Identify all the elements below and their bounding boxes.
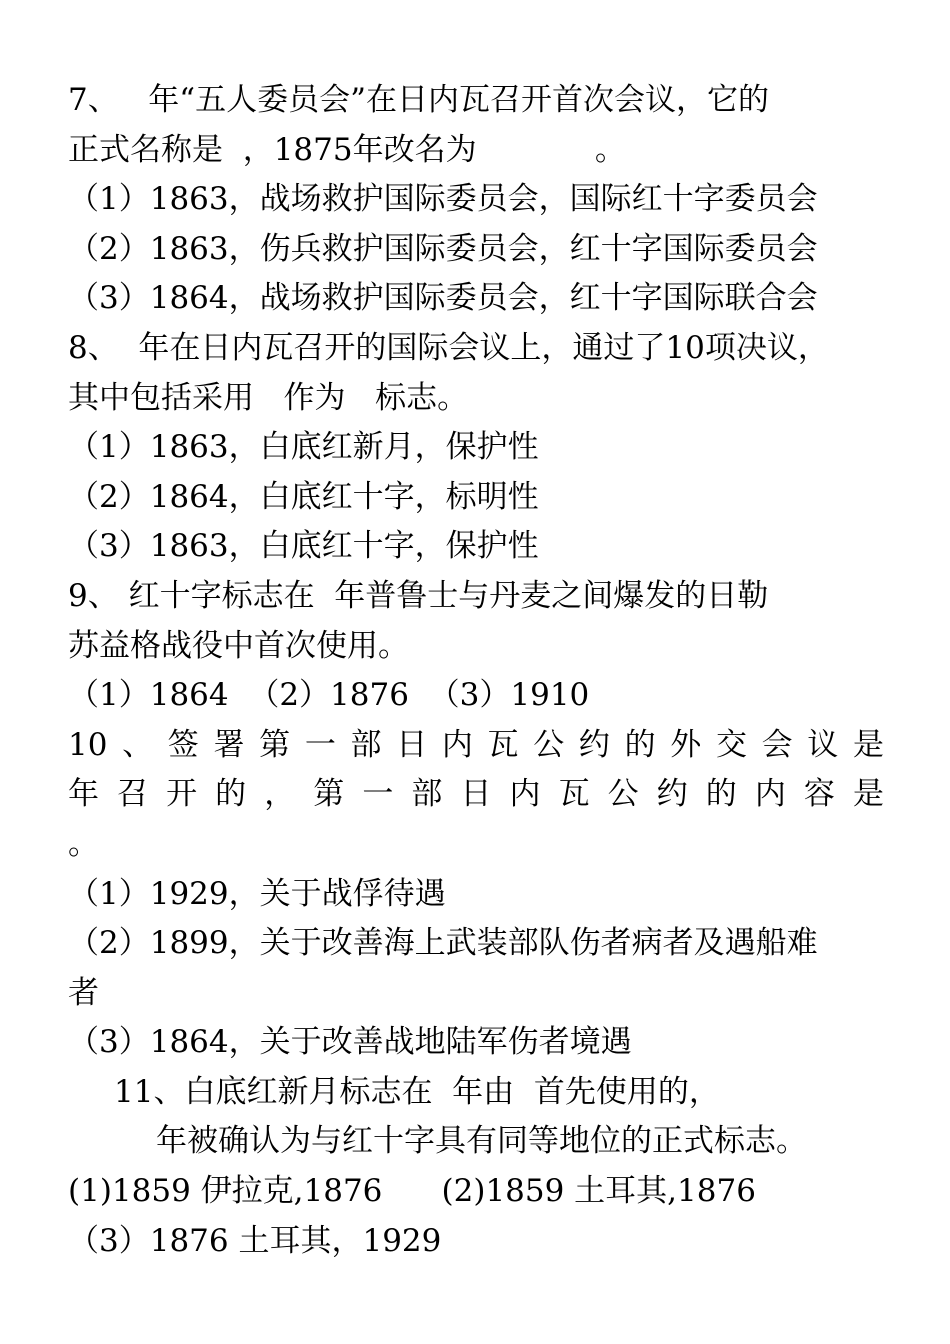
question-10-option-1: （1）1929，关于战俘待遇: [68, 875, 446, 912]
question-8-option-2: （2）1864，白底红十字，标明性: [68, 478, 539, 515]
question-9-stem-line-2: 苏益格战役中首次使用。: [68, 627, 409, 664]
question-7: [68, 76, 884, 324]
question-8-stem-line-1: 8、 年在日内瓦召开的国际会议上，通过了10项决议，: [68, 329, 829, 366]
question-9-options: （1）1864 （2）1876 （3）1910: [68, 677, 590, 714]
question-8-option-1: （1）1863，白底红新月，保护性: [68, 429, 539, 466]
question-7-stem-line-2: 正式名称是 ，1875年改名为 。: [68, 131, 626, 168]
question-7-option-3: （3）1864，战场救护国际委员会，红十字国际联合会: [68, 280, 818, 317]
question-8-stem-line-2: 其中包括采用 作为 标志。: [68, 379, 469, 416]
question-7-option-1: （1）1863，战场救护国际委员会，国际红十字委员会: [68, 181, 818, 218]
question-10-stem-line-2: 年召开的，第一部日内瓦公约的内容是: [68, 776, 884, 813]
question-8-option-3: （3）1863，白底红十字，保护性: [68, 528, 539, 565]
question-9-stem-line-1: 9、 红十字标志在 年普鲁士与丹麦之间爆发的日勒: [68, 577, 769, 614]
question-10-option-2-continued: 者: [68, 974, 99, 1011]
question-7-option-2: （2）1863，伤兵救护国际委员会，红十字国际委员会: [68, 230, 818, 267]
question-10-option-2: （2）1899，关于改善海上武装部队伤者病者及遇船难: [68, 925, 818, 962]
question-10-stem-line-1: 10、签署第一部日内瓦公约的外交会议是: [68, 726, 884, 763]
question-10-option-3: （3）1864，关于改善战地陆军伤者境遇: [68, 1024, 632, 1061]
question-9: [68, 572, 884, 721]
question-11: [68, 1068, 884, 1266]
question-11-option-3: （3）1876 土耳其，1929: [68, 1222, 442, 1259]
question-11-stem-line-2: 年被确认为与红十字具有同等地位的正式标志。: [156, 1123, 807, 1160]
document-page: [68, 76, 884, 1266]
question-10-stem-line-3: 。: [68, 825, 99, 862]
question-7-stem-line-1: 7、 年“五人委员会”在日内瓦召开首次会议，它的: [68, 82, 769, 118]
question-8: [68, 324, 884, 572]
question-11-options-1-2: (1)1859 伊拉克,1876 (2)1859 土耳其,1876: [68, 1173, 756, 1210]
question-10: [68, 721, 884, 1068]
question-11-stem-line-1: 11、白底红新月标志在 年由 首先使用的，: [114, 1073, 720, 1110]
